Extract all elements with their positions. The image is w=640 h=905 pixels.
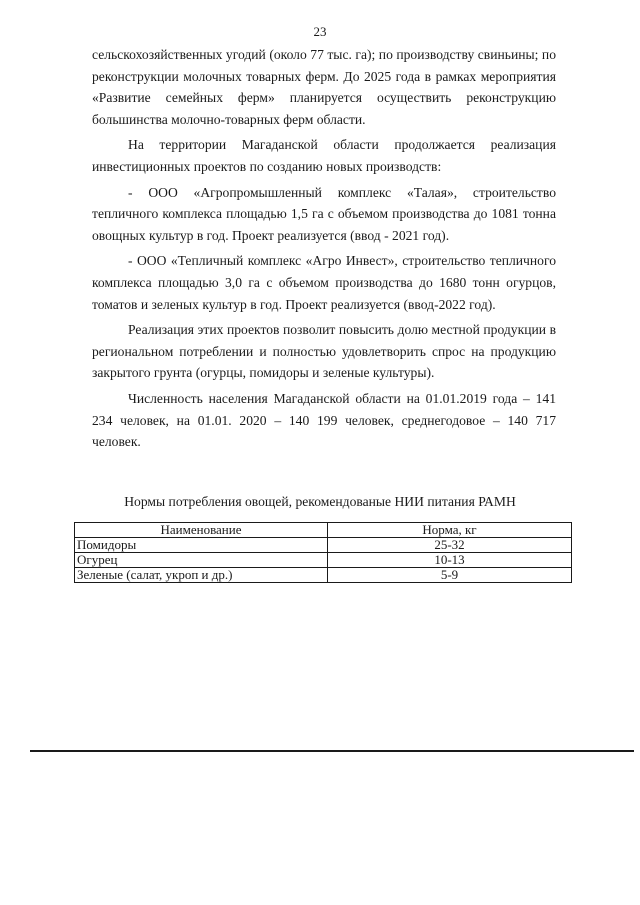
table-row <box>75 568 572 583</box>
column-header-name: Наименование <box>75 523 328 538</box>
consumption-norms-table <box>74 522 572 583</box>
cell-norm: 5-9 <box>328 568 572 583</box>
cell-name: Помидоры <box>75 538 328 553</box>
table-row <box>75 538 572 553</box>
cell-name: Зеленые (салат, укроп и др.) <box>75 568 328 583</box>
table-row <box>75 553 572 568</box>
cell-norm: 25-32 <box>328 538 572 553</box>
page-divider <box>30 750 634 752</box>
page-number: 23 <box>313 24 327 39</box>
cell-norm: 10-13 <box>328 553 572 568</box>
paragraph-investment-intro: На территории Магаданской области продолжается реализация инвестиционных проектов по созданию новых производств: <box>92 137 556 174</box>
paragraph-agriculture: сельскохозяйственных угодий (около 77 тыс. га); по производству свиньины; по реконструкции молочных товарных ферм. До 2025 года в рамках мероприятия «Развитие семейных ферм» планируется осуществить реконструкцию большинства молочно-товарных ферм области. <box>92 47 556 127</box>
paragraph-projects-effect: Реализация этих проектов позволит повысить долю местной продукции в региональном потреблении и полностью удовлетворить спрос на продукцию закрытого грунта (огурцы, помидоры и зеленые культуры). <box>92 322 556 381</box>
paragraph-project-talaya: - ООО «Агропромышленный комплекс «Талая», строительство тепличного комплекса площадью 1,5 га с объемом производства до 1081 тонна овощных культур в год. Проект реализуется (ввод - 2021 год). <box>92 184 556 243</box>
table-caption: Нормы потребления овощей, рекомендованые НИИ питания РАМН <box>124 494 516 509</box>
body-text <box>92 44 556 453</box>
column-header-norm: Норма, кг <box>328 523 572 538</box>
cell-name: Огурец <box>75 553 328 568</box>
table-header-row <box>75 523 572 538</box>
paragraph-project-agro-invest: - ООО «Тепличный комплекс «Агро Инвест», строительство тепличного комплекса площадью 3,0 га с объемом производства до 1680 тонн огурцов, томатов и зеленых культур в год. Проект реализуется (ввод-2022 год). <box>92 253 556 312</box>
paragraph-population: Численность населения Магаданской области на 01.01.2019 года – 141 234 человек, на 01.01. 2020 – 140 199 человек, среднегодовое – 140 717 человек. <box>92 390 556 450</box>
